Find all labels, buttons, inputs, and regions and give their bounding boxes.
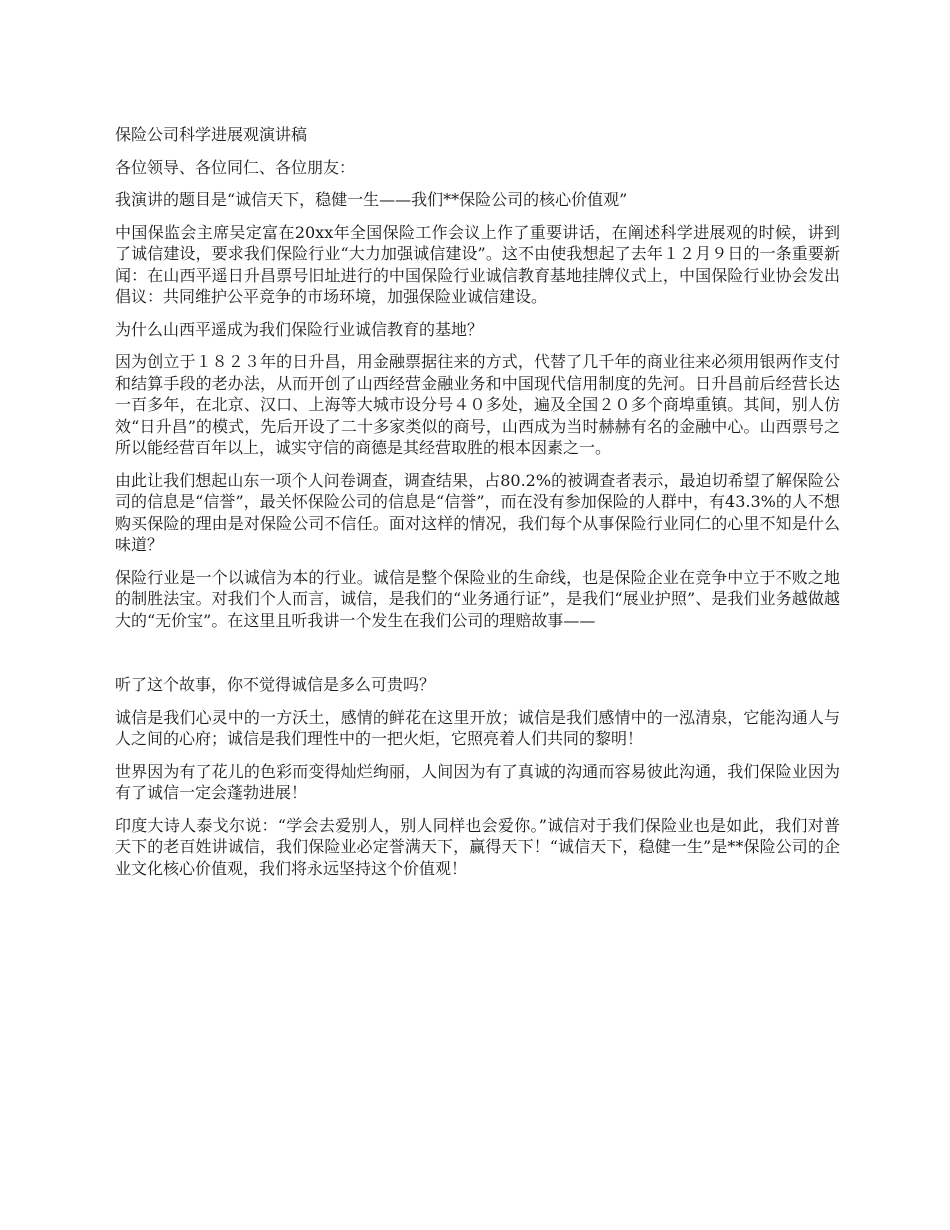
document-page: [115, 124, 840, 890]
paragraph-history: 因为创立于１８２３年的日升昌，用金融票据往来的方式，代替了几千年的商业往来必须用银两作支付和结算手段的老办法，从而开创了山西经营金融业务和中国现代信用制度的先河。日升昌前后经营长达一百多年，在北京、汉口、上海等大城市设分号４０多处，遍及全国２０多个商埠重镇。其间，别人仿效“日升昌”的模式，先后开设了二十多家类似的商号，山西成为当时赫赫有名的金融中心。山西票号之所以能经营百年以上，诚实守信的商德是其经营取胜的根本因素之一。: [115, 352, 840, 457]
document-title: 保险公司科学进展观演讲稿: [115, 125, 308, 144]
paragraph-metaphor: 诚信是我们心灵中的一方沃土，感情的鲜花在这里开放；诚信是我们感情中的一泓清泉，它能沟通人与人之间的心府；诚信是我们理性中的一把火炬，它照亮着人们共同的黎明！: [115, 707, 840, 748]
blank-gap: [115, 642, 840, 674]
paragraph-conclusion: 印度大诗人泰戈尔说：“学会去爱别人，别人同样也会爱你。”诚信对于我们保险业也是如此，我们对普天下的老百姓讲诚信，我们保险业必定誉满天下，赢得天下！“诚信天下，稳健一生”是**保险公司的企业文化核心价值观，我们将永远坚持这个价值观！: [115, 815, 840, 878]
paragraph-integrity: 保险行业是一个以诚信为本的行业。诚信是整个保险业的生命线，也是保险企业在竞争中立于不败之地的制胜法宝。对我们个人而言，诚信，是我们的“业务通行证”，是我们“展业护照”、是我们业务越做越大的“无价宝”。在这里且听我讲一个发生在我们公司的理赔故事——: [115, 567, 840, 630]
paragraph-greeting: 各位领导、各位同仁、各位朋友：: [115, 157, 356, 177]
paragraph-story-reflection: 听了这个故事，你不觉得诚信是多么可贵吗？: [115, 675, 436, 694]
paragraph-world: 世界因为有了花儿的色彩而变得灿烂绚丽，人间因为有了真诚的沟通而容易彼此沟通，我们保险业因为有了诚信一定会蓬勃进展！: [115, 761, 840, 802]
paragraph-intro: 中国保监会主席吴定富在20xx年全国保险工作会议上作了重要讲话，在阐述科学进展观的时候，讲到了诚信建设，要求我们保险行业“大力加强诚信建设”。这不由使我想起了去年１２月９日的一条重要新闻：在山西平遥日升昌票号旧址进行的中国保险行业诚信教育基地挂牌仪式上，中国保险行业协会发出倡议：共同维护公平竞争的市场环境，加强保险业诚信建设。: [115, 222, 840, 306]
paragraph-topic: 我演讲的题目是“诚信天下，稳健一生——我们**保险公司的核心价值观”: [115, 190, 628, 209]
paragraph-survey: 由此让我们想起山东一项个人问卷调查，调查结果，占80.2%的被调查者表示，最迫切希望了解保险公司的信息是“信誉”，最关怀保险公司的信息是“信誉”，而在没有参加保险的人群中，有43.3%的人不想购买保险的理由是对保险公司不信任。面对这样的情况，我们每个从事保险行业同仁的心里不知是什么味道？: [115, 470, 840, 554]
paragraph-question: 为什么山西平遥成为我们保险行业诚信教育的基地？: [115, 319, 484, 339]
